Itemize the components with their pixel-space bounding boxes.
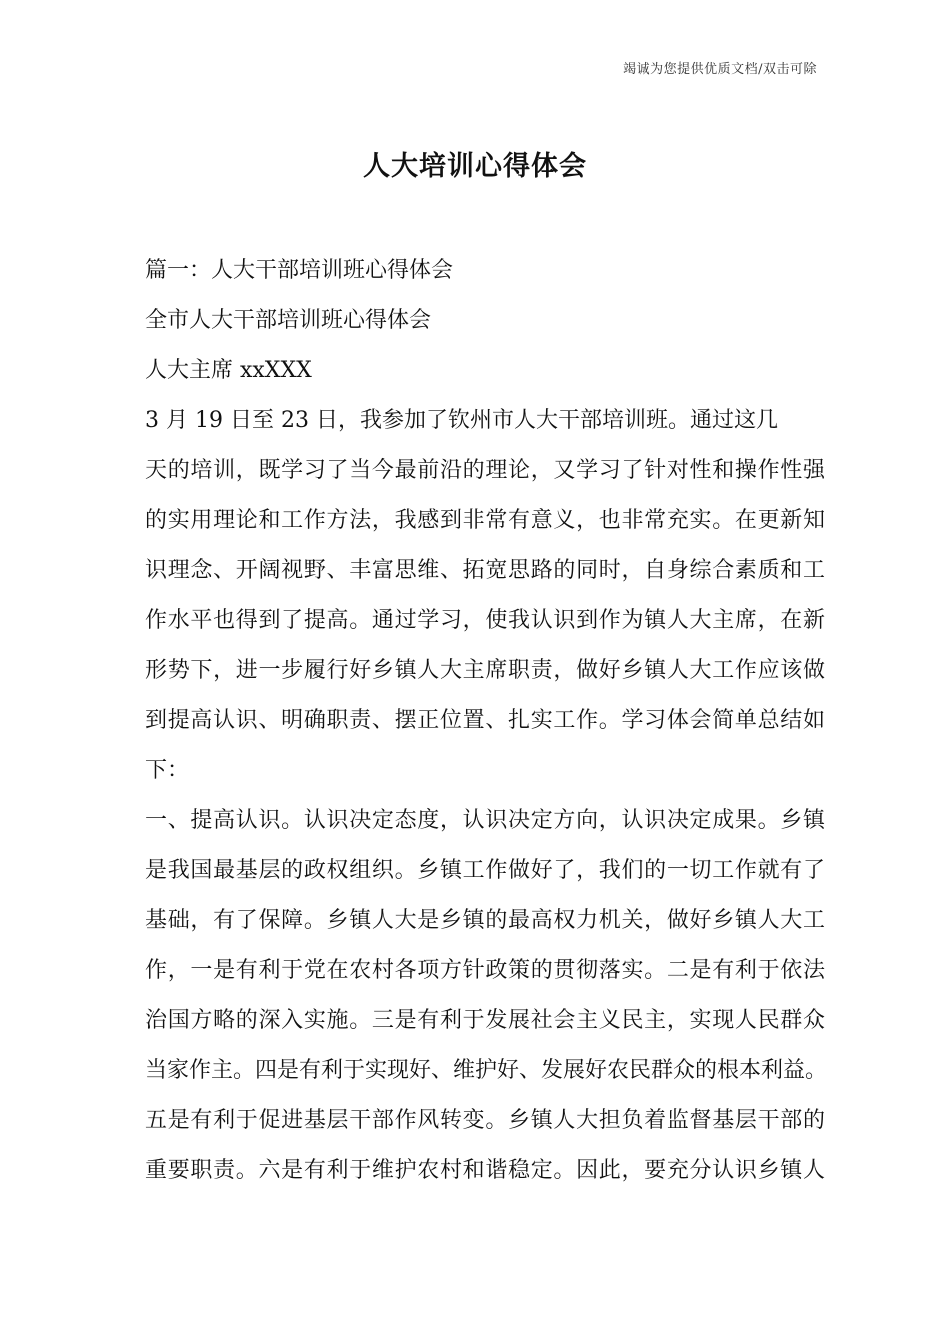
paragraph-line: 形势下，进一步履行好乡镇人大主席职责，做好乡镇人大工作应该做 <box>145 658 825 683</box>
paragraph-line: 五是有利于促进基层干部作风转变。乡镇人大担负着监督基层干部的 <box>145 1108 825 1133</box>
paragraph-line: 下： <box>145 758 190 783</box>
paragraph-line: 是我国最基层的政权组织。乡镇工作做好了，我们的一切工作就有了 <box>145 858 825 883</box>
document-title: 人大培训心得体会 <box>363 151 587 182</box>
author-line: 人大主席 xxXXX <box>145 358 312 383</box>
paragraph-line: 3 月 19 日至 23 日，我参加了钦州市人大干部培训班。通过这几 <box>145 408 778 433</box>
paragraph-line: 一、提高认识。认识决定态度，认识决定方向，认识决定成果。乡镇 <box>145 808 825 833</box>
header-note: 竭诚为您提供优质文档/双击可除 <box>623 62 817 77</box>
paragraph-line: 治国方略的深入实施。三是有利于发展社会主义民主，实现人民群众 <box>145 1008 825 1033</box>
paragraph-line: 重要职责。六是有利于维护农村和谐稳定。因此，要充分认识乡镇人 <box>145 1158 825 1183</box>
paragraph-line: 的实用理论和工作方法，我感到非常有意义，也非常充实。在更新知 <box>145 508 825 533</box>
paragraph-line: 作水平也得到了提高。通过学习，使我认识到作为镇人大主席，在新 <box>145 608 825 633</box>
paragraph-line: 天的培训，既学习了当今最前沿的理论，又学习了针对性和操作性强 <box>145 458 825 483</box>
subtitle-line: 全市人大干部培训班心得体会 <box>145 308 432 333</box>
paragraph-line: 识理念、开阔视野、丰富思维、拓宽思路的同时，自身综合素质和工 <box>145 558 825 583</box>
section-heading: 篇一：人大干部培训班心得体会 <box>145 258 454 283</box>
paragraph-line: 当家作主。四是有利于实现好、维护好、发展好农民群众的根本利益。 <box>145 1058 828 1083</box>
paragraph-line: 作，一是有利于党在农村各项方针政策的贯彻落实。二是有利于依法 <box>145 958 825 983</box>
paragraph-line: 基础，有了保障。乡镇人大是乡镇的最高权力机关，做好乡镇人大工 <box>145 908 825 933</box>
paragraph-line: 到提高认识、明确职责、摆正位置、扎实工作。学习体会简单总结如 <box>145 708 825 733</box>
